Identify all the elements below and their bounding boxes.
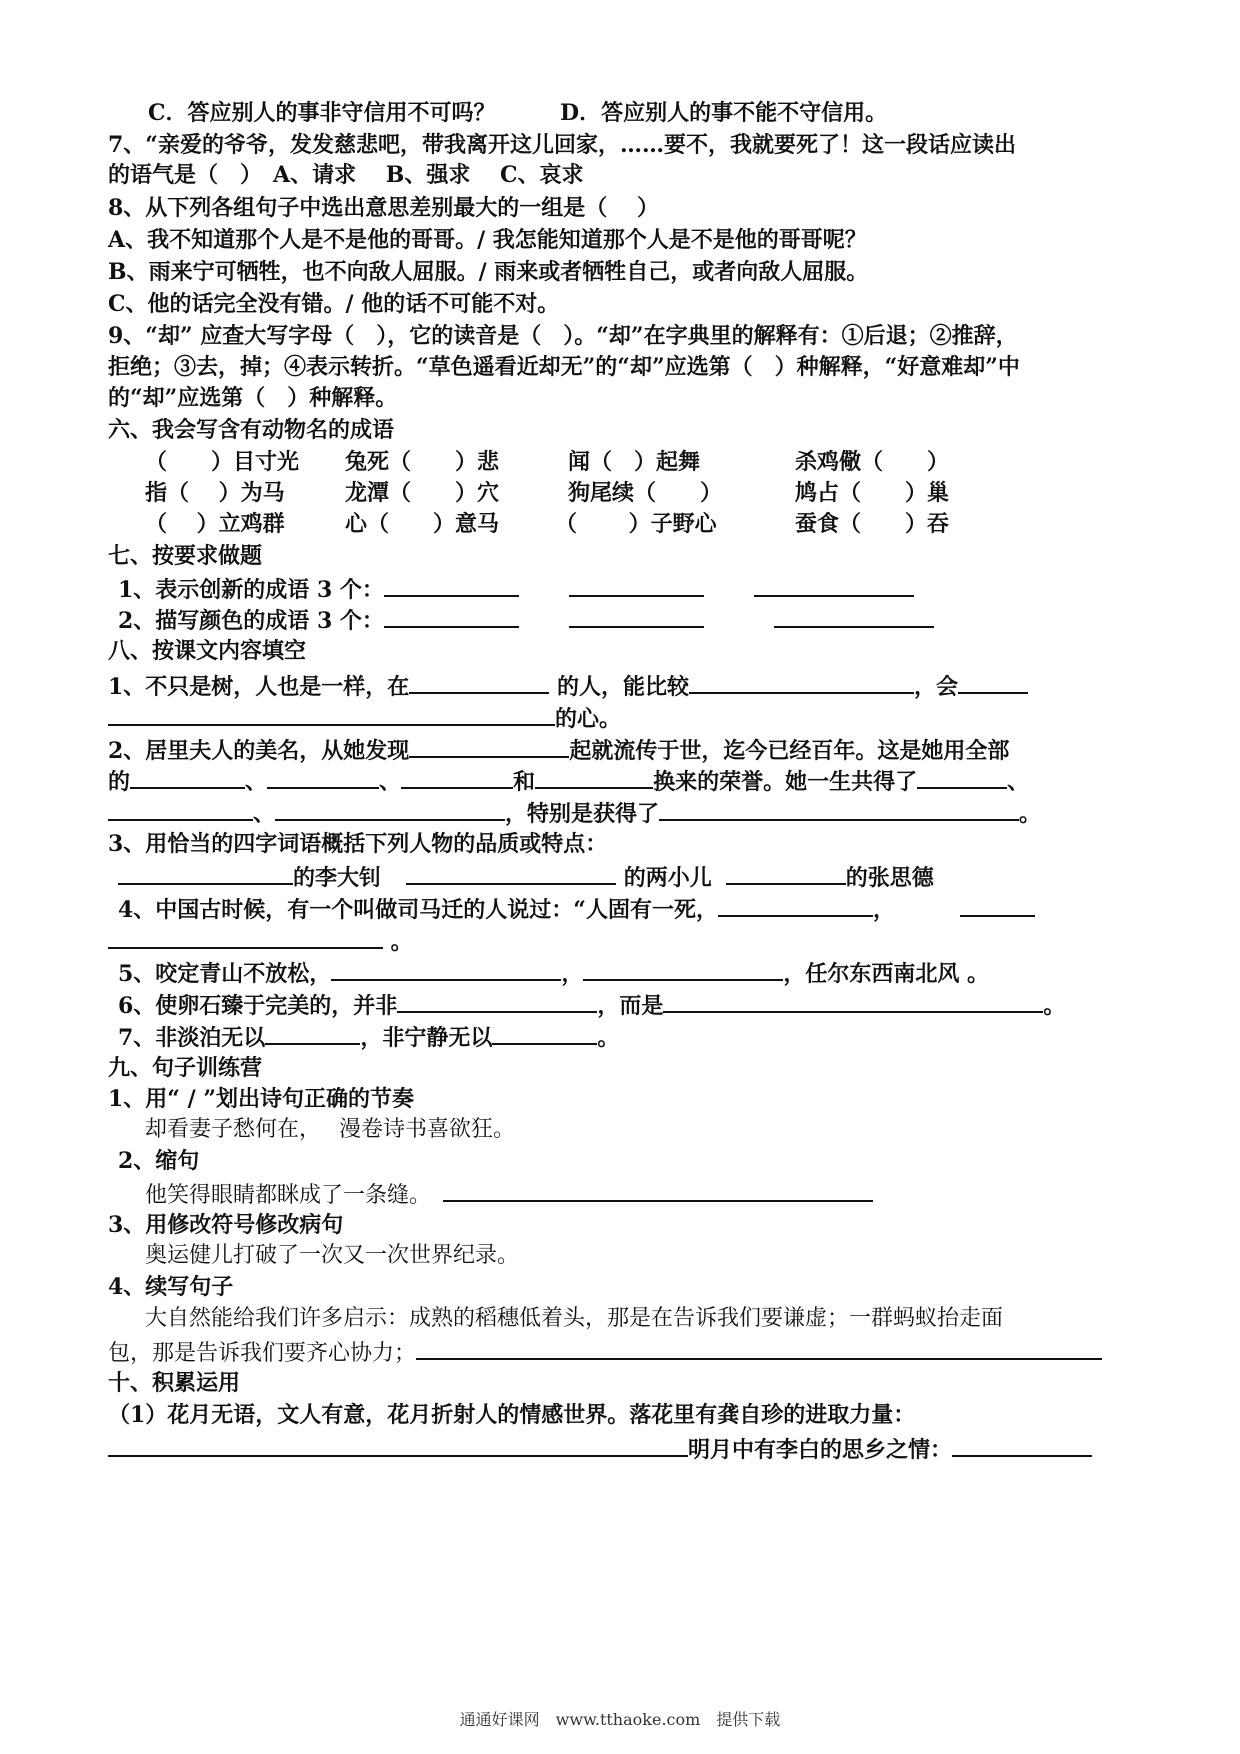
sec9-q2-line	[145, 1178, 873, 1211]
answer-blank[interactable]	[401, 765, 513, 789]
answer-blank[interactable]	[535, 765, 653, 789]
sec9-q1-sentence: 却看妻子愁何在， 漫卷诗书喜欲狂。	[145, 1117, 515, 1142]
answer-blank[interactable]	[689, 670, 914, 694]
sec10-line2-text: 明月中有李白的思乡之情：	[688, 1437, 953, 1463]
idiom-1-2: 兔死（ ）悲	[345, 449, 500, 475]
sec8-q4-line1	[118, 893, 1035, 925]
sec8-q7-part-c: 。	[597, 1025, 620, 1051]
sec8-q1-part-a: 1、不只是树，人也是一样，在	[108, 674, 410, 700]
answer-blank[interactable]	[569, 604, 704, 628]
idiom-1-3: 闻（ ）起舞	[568, 449, 701, 475]
answer-blank[interactable]	[108, 925, 383, 949]
idiom-1-1: （ ）目寸光	[145, 449, 300, 475]
sec8-q1-part-c: ，会	[914, 674, 959, 700]
q9-line1: 9、“却” 应查大写字母（ ），它的读音是（ ）。“却”在字典里的解释有：①后退；②推辞，	[108, 323, 1018, 349]
answer-blank[interactable]	[265, 1021, 360, 1045]
sec9-q3: 3、用修改符号修改病句	[108, 1212, 344, 1238]
sec8-q4-line2	[108, 925, 413, 957]
sec8-q1-part-b: 的人，能比较	[556, 674, 689, 700]
idiom-2-2: 龙潭（ ）穴	[345, 480, 500, 506]
answer-blank[interactable]	[267, 765, 379, 789]
answer-blank[interactable]	[952, 1433, 1092, 1457]
sec7-q2-text: 2、描写颜色的成语 3 个：	[118, 608, 384, 634]
idiom-2-1: 指（ ）为马	[145, 480, 285, 506]
sec8-q3-answers	[118, 861, 934, 893]
sec8-q2-line3	[108, 797, 1041, 829]
idiom-3-4: 蚕食（ ）吞	[795, 511, 950, 537]
answer-blank[interactable]	[275, 797, 505, 821]
sec8-q6-part-a: 6、使卵石臻于完美的，并非	[118, 993, 398, 1019]
answer-blank[interactable]	[108, 797, 253, 821]
sec8-q6-part-c: 。	[1043, 993, 1066, 1019]
answer-blank[interactable]	[663, 989, 1043, 1013]
sec8-q7-part-b: ，非宁静无以	[360, 1025, 493, 1051]
idiom-2-4: 鸠占（ ）巢	[795, 480, 950, 506]
q7-line1: 7、“亲爱的爷爷，发发慈悲吧，带我离开这儿回家，……要不，我就要死了！这一段话应读出	[108, 132, 1016, 158]
section8-title: 八、按课文内容填空	[108, 638, 307, 664]
sec8-q2-part-e: 、	[379, 769, 402, 795]
sec7-q2	[118, 604, 934, 636]
q9-line3: 的“却”应选第（ ）种解释。	[108, 385, 398, 411]
sec8-q1-line1	[108, 670, 1028, 702]
sec8-q3-a: 的李大钊	[293, 865, 382, 891]
answer-blank[interactable]	[406, 861, 616, 885]
answer-blank[interactable]	[718, 893, 873, 917]
sec9-q2-sentence: 他笑得眼睛都眯成了一条缝。	[145, 1183, 432, 1208]
answer-blank[interactable]	[130, 765, 245, 789]
q8-option-c: C、他的话完全没有错。/ 他的话不可能不对。	[108, 291, 560, 317]
answer-blank[interactable]	[917, 765, 1007, 789]
section9-title: 九、句子训练营	[108, 1055, 263, 1081]
answer-blank[interactable]	[384, 604, 519, 628]
sec8-q2-line1	[108, 734, 1009, 766]
sec8-q4-part-c: 。	[390, 929, 413, 955]
sec8-q2-part-k: 。	[1019, 801, 1042, 827]
answer-blank[interactable]	[958, 670, 1028, 694]
sec9-q3-sentence: 奥运健儿打破了一次又一次世界纪录。	[145, 1243, 520, 1268]
q8-option-b: B、雨来宁可牺牲，也不向敌人屈服。/ 雨来或者牺牲自己，或者向敌人屈服。	[108, 259, 869, 285]
sec8-q3: 3、用恰当的四字词语概括下列人物的品质或特点：	[108, 831, 608, 857]
q7-line2: 的语气是（ ） A、请求 B、强求 C、哀求	[108, 162, 584, 188]
sec7-q1	[118, 573, 914, 605]
sec9-q1: 1、用“ / ”划出诗句正确的节奏	[108, 1086, 414, 1112]
sec8-q2-part-a: 2、居里夫人的美名，从她发现	[108, 738, 410, 764]
section10-title: 十、积累运用	[108, 1370, 241, 1396]
answer-blank[interactable]	[569, 573, 704, 597]
idiom-2-3: 狗尾续（ ）	[568, 480, 723, 506]
sec8-q3-b: 的两小儿	[623, 865, 712, 891]
idiom-3-2: 心（ ）意马	[345, 511, 500, 537]
sec9-q4-text: 包，那是告诉我们要齐心协力；	[108, 1341, 417, 1366]
idiom-3-3: （ ）子野心	[555, 511, 717, 537]
sec8-q6-part-b: ，而是	[597, 993, 664, 1019]
section6-title: 六、我会写含有动物名的成语	[108, 417, 395, 443]
option-d: D．答应别人的事不能不守信用。	[560, 100, 888, 126]
sec8-q2-part-f: 和	[513, 769, 536, 795]
option-c: C．答应别人的事非守信用不可吗？	[148, 100, 496, 126]
sec8-q2-part-g: 换来的荣誉。她一生共得了	[653, 769, 918, 795]
sec8-q4-part-a: 4、中国古时候，有一个叫做司马迁的人说过：“人固有一死，	[118, 897, 718, 923]
answer-blank[interactable]	[492, 1021, 597, 1045]
idiom-1-4: 杀鸡儆（ ）	[795, 449, 950, 475]
sec8-q2-part-d: 、	[245, 769, 268, 795]
answer-blank[interactable]	[416, 1336, 1102, 1360]
sec8-q5	[118, 957, 989, 989]
sec8-q6	[118, 989, 1065, 1021]
answer-blank[interactable]	[409, 734, 569, 758]
sec8-q5-part-a: 5、咬定青山不放松，	[118, 961, 332, 987]
answer-blank[interactable]	[397, 989, 597, 1013]
answer-blank[interactable]	[726, 861, 846, 885]
page-footer: 通通好课网 www.tthaoke.com 提供下载	[459, 1710, 781, 1729]
sec8-q2-part-j: ，特别是获得了	[505, 801, 660, 827]
answer-blank[interactable]	[331, 957, 561, 981]
sec8-q1-line2	[108, 702, 621, 734]
sec8-q4-part-b: ，	[872, 897, 895, 923]
sec8-q7	[118, 1021, 619, 1053]
sec10-line1: （1）花月无语，文人有意，花月折射人的情感世界。落花里有龚自珍的进取力量：	[108, 1402, 916, 1428]
sec8-q5-part-b: ，	[561, 961, 584, 987]
sec8-q3-c: 的张思德	[845, 865, 934, 891]
answer-blank[interactable]	[118, 861, 293, 885]
answer-blank[interactable]	[108, 1433, 688, 1457]
sec9-q4: 4、续写句子	[108, 1274, 234, 1300]
answer-blank[interactable]	[409, 670, 549, 694]
answer-blank[interactable]	[384, 573, 519, 597]
sec8-q2-line2	[108, 765, 1029, 797]
sec10-line2	[108, 1433, 1092, 1465]
sec9-q4-line1: 大自然能给我们许多启示：成熟的稻穗低着头，那是在告诉我们要谦虚；一群蚂蚁抬走面	[145, 1306, 1004, 1331]
sec8-q2-part-c: 的	[108, 769, 131, 795]
sec8-q2-part-h: 、	[1007, 769, 1030, 795]
sec9-q4-line2	[108, 1336, 1102, 1369]
q8-option-a: A、我不知道那个人是不是他的哥哥。/ 我怎能知道那个人是不是他的哥哥呢？	[108, 227, 867, 253]
answer-blank[interactable]	[659, 797, 1019, 821]
answer-blank[interactable]	[443, 1178, 873, 1202]
sec7-q1-text: 1、表示创新的成语 3 个：	[118, 577, 384, 603]
sec8-q7-part-a: 7、非淡泊无以	[118, 1025, 266, 1051]
q9-line2: 拒绝；③去，掉；④表示转折。“草色遥看近却无”的“却”应选第（ ）种解释，“好意难却”中	[108, 354, 1020, 380]
answer-blank[interactable]	[960, 893, 1035, 917]
answer-blank[interactable]	[774, 604, 934, 628]
sec8-q1-part-d: 的心。	[555, 706, 622, 732]
sec8-q2-part-b: 起就流传于世，迄今已经百年。这是她用全部	[569, 738, 1010, 764]
answer-blank[interactable]	[108, 702, 555, 726]
sec8-q5-part-c: ，任尔东西南北风 。	[783, 961, 989, 987]
answer-blank[interactable]	[583, 957, 783, 981]
sec9-q2: 2、缩句	[118, 1148, 200, 1174]
idiom-3-1: （ ）立鸡群	[145, 511, 285, 537]
sec8-q2-part-i: 、	[253, 801, 276, 827]
answer-blank[interactable]	[754, 573, 914, 597]
q8-stem: 8、从下列各组句子中选出意思差别最大的一组是（ ）	[108, 195, 659, 221]
section7-title: 七、按要求做题	[108, 543, 263, 569]
